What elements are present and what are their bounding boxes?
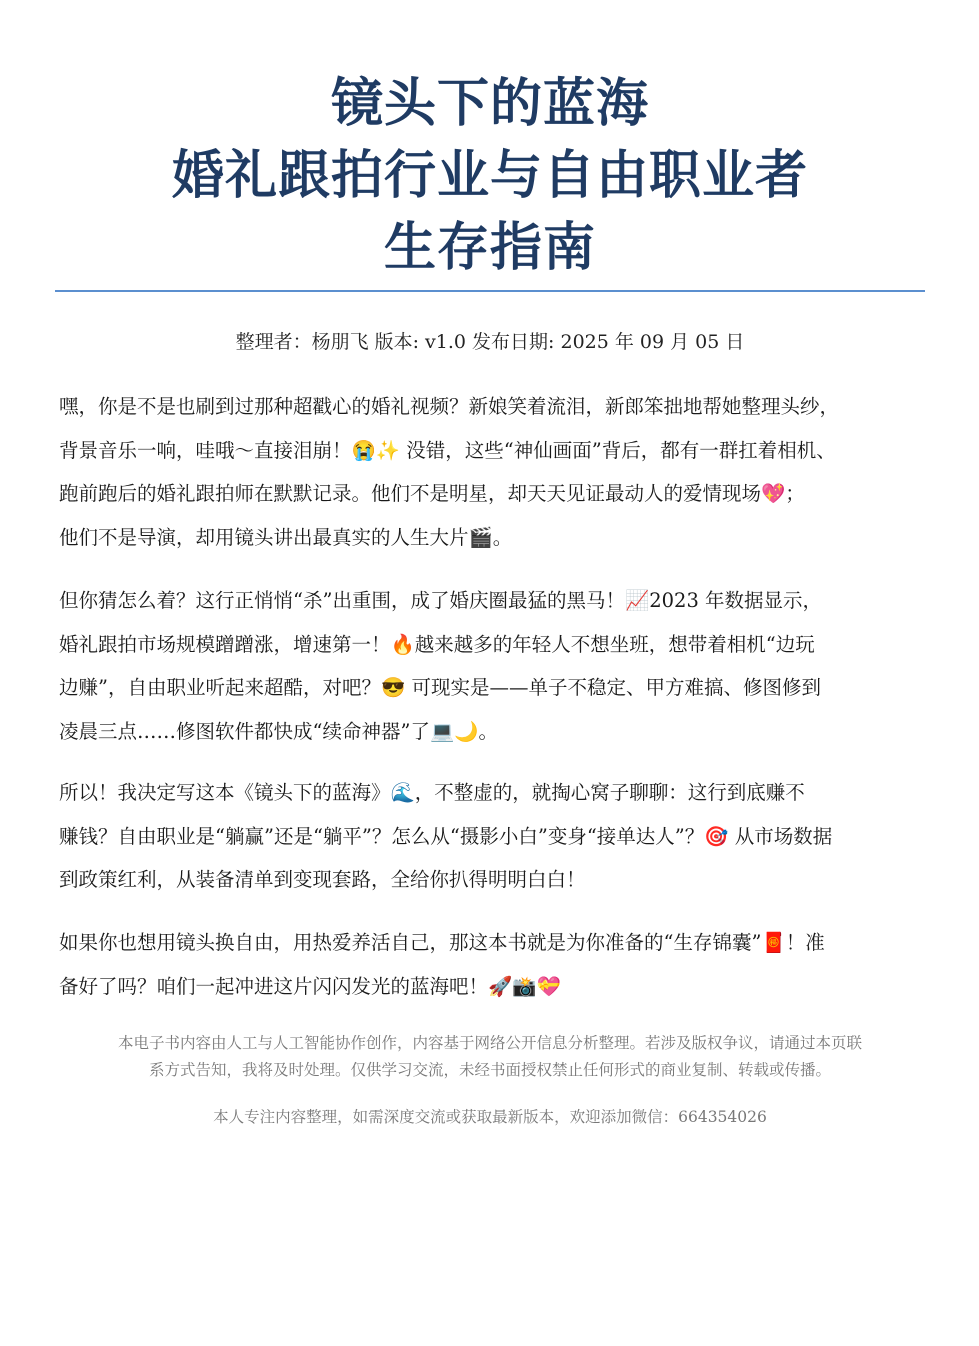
paragraph-purpose <box>59 771 929 902</box>
paragraph-line: 到政策红利，从装备清单到变现套路，全给你扒得明明白白！ <box>59 868 586 891</box>
paragraph-line: 所以！我决定写这本《镜头下的蓝海》🌊，不整虚的，就掏心窝子聊聊：这行到底赚不 <box>59 781 805 804</box>
paragraph-line: 嘿，你是不是也刷到过那种超戳心的婚礼视频？新娘笑着流泪，新郎笨拙地帮她整理头纱， <box>59 395 840 418</box>
paragraph-line: 边赚”，自由职业听起来超酷，对吧？😎 可现实是——单子不稳定、甲方难搞、修图修到 <box>59 676 821 699</box>
title-line-3: 生存指南 <box>383 218 596 278</box>
paragraph-closing <box>59 921 929 1008</box>
document-meta: 整理者：杨朋飞 版本: v1.0 发布日期: 2025 年 09 月 05 日 <box>235 331 745 353</box>
title-divider <box>55 290 925 292</box>
disclaimer-line: 系方式告知，我将及时处理。仅供学习交流，未经书面授权禁止任何形式的商业复制、转载或传播。 <box>148 1061 831 1079</box>
paragraph-line: 背景音乐一响，哇哦～直接泪崩！😭✨ 没错，这些“神仙画面”背后，都有一群扛着相机、 <box>59 438 836 462</box>
paragraph-line: 备好了吗？咱们一起冲进这片闪闪发光的蓝海吧！🚀📸💝 <box>59 974 561 998</box>
disclaimer-line: 本电子书内容由人工与人工智能协作创作，内容基于网络公开信息分析整理。若涉及版权争议，请通过本页联 <box>117 1034 862 1052</box>
paragraph-line: 赚钱？自由职业是“躺赢”还是“躺平”？怎么从“摄影小白”变身“接单达人”？🎯 从市场数据 <box>59 824 833 848</box>
title-line-1: 镜头下的蓝海 <box>330 74 649 134</box>
paragraph-market <box>59 579 929 753</box>
paragraph-line: 凌晨三点……修图软件都快成“续命神器”了💻🌙。 <box>59 719 498 743</box>
paragraph-line: 婚礼跟拍市场规模蹭蹭涨，增速第一！🔥越来越多的年轻人不想坐班，想带着相机“边玩 <box>59 632 815 656</box>
contact-note: 本人专注内容整理，如需深度交流或获取最新版本，欢迎添加微信：664354026 <box>213 1108 767 1126</box>
paragraph-line: 跑前跑后的婚礼跟拍师在默默记录。他们不是明星，却天天见证最动人的爱情现场💖； <box>59 482 805 505</box>
paragraph-line: 如果你也想用镜头换自由，用热爱养活自己，那这本书就是为你准备的“生存锦囊”🧧！准 <box>59 931 825 954</box>
paragraph-intro <box>59 385 929 559</box>
paragraph-line: 他们不是导演，却用镜头讲出最真实的人生大片🎬。 <box>59 525 513 549</box>
copyright-disclaimer <box>55 1030 925 1084</box>
document-title <box>55 68 925 284</box>
paragraph-line: 但你猜怎么着？这行正悄悄“杀”出重围，成了婚庆圈最猛的黑马！📈2023 年数据显示， <box>59 589 823 612</box>
title-line-2: 婚礼跟拍行业与自由职业者 <box>171 146 808 206</box>
